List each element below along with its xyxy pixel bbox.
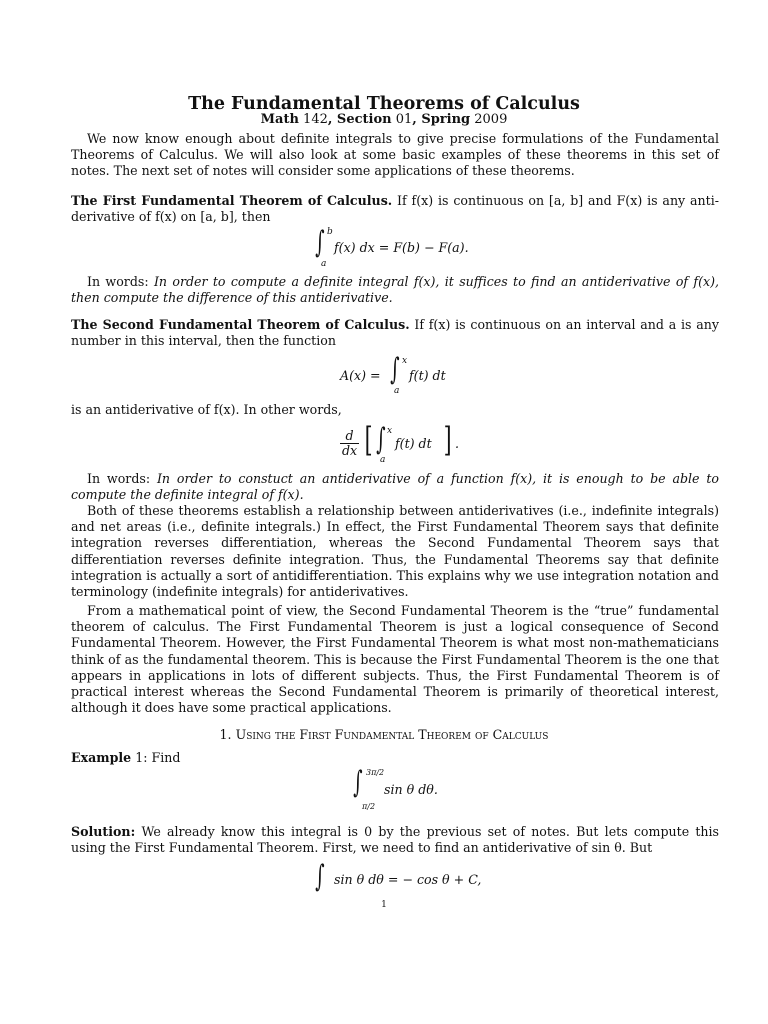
ftc2-eq2-period: .: [455, 436, 460, 451]
ftc2-heading: The Second Fundamental Theorem of Calculus.: [71, 317, 410, 332]
ftc2-eq1-integrand: f(t) dt: [409, 368, 446, 383]
page-subtitle: [0, 112, 768, 128]
ftc2-eq1-upper-limit: x: [402, 356, 408, 366]
ftc2-text: If f(x) is continuous on an interval and a is any number in this interval, then the function: [71, 317, 720, 349]
example-text: Find: [147, 750, 181, 765]
ftc2-equation-1: [340, 352, 490, 399]
subtitle-section-num: 01: [395, 112, 413, 127]
example-1: [71, 750, 719, 766]
ftc2-words: [71, 471, 719, 503]
section-title: Using the First Fundamental Theorem of Calculus: [235, 727, 549, 742]
subtitle-math-num: 142: [303, 112, 328, 127]
integral-sign: ∫: [376, 422, 386, 457]
integral-sign: ∫: [353, 765, 363, 800]
subtitle-math: Math: [260, 112, 299, 127]
ftc1-integrand: f(x) dx = F(b) − F(a).: [334, 240, 469, 255]
ftc2-equation-2: [340, 420, 480, 467]
solution-label: Solution:: [71, 824, 136, 839]
example-integrand: sin θ dθ.: [384, 782, 438, 797]
page-number: 1: [381, 900, 387, 910]
fraction-denominator: dx: [342, 443, 358, 458]
mathematical-view-paragraph: From a mathematical point of view, the Second Fundamental Theorem is the “true” fundamental theorem of calculus. The First Fundamental Theorem is just a logical consequence of Second Fundamental Theorem. However, the First Fundamental Theorem is what most non-mathematicians think of as the fundamental theorem. This is because the First Fundamental Theorem is the one that appears in applications in lots of different subjects. Thus, the First Fundamental Theorem is of practical interest whereas the Second Fundamental Theorem is primarily of theoretical interest, although it does have some practical applications.: [71, 603, 719, 716]
section-number: 1.: [219, 727, 232, 742]
ftc1-words-body: In order to compute a definite integral f(x), it suffices to find an antiderivative of f(x), then compute the difference of this antiderivative.: [71, 274, 719, 306]
both-theorems-paragraph: Both of these theorems establish a relationship between antiderivatives (i.e., indefinite integrals) and net areas (i.e., definite integrals.) In effect, the First Fundamental Theorem says that definite integration reverses differentiation, whereas the Second Fundamental Theorem says that differentiation reverses definite integration. Thus, the Fundamental Theorems say that definite integration is actually a sort of antidifferentiation. This explains why we use integration notation and terminology (indefinite integrals) for antiderivatives.: [71, 503, 719, 600]
subtitle-term: , Spring: [412, 112, 471, 127]
page-title: The Fundamental Theorems of Calculus: [188, 94, 580, 114]
ftc2-paragraph: [71, 317, 719, 349]
ftc2-eq2-integrand: f(t) dt: [395, 436, 432, 451]
ftc2-eq1-left: A(x) =: [340, 368, 381, 383]
example-label: Example: [71, 750, 132, 765]
left-bracket: [: [364, 420, 373, 460]
fraction-numerator: d: [340, 429, 359, 444]
ftc1-words: [71, 274, 719, 306]
ftc1-paragraph: [71, 193, 719, 225]
solution-paragraph: [71, 824, 719, 856]
ftc1-equation: [312, 225, 492, 272]
subtitle-year: 2009: [474, 112, 508, 127]
intro-paragraph: We now know enough about definite integrals to give precise formulations of the Fundamental Theorems of Calculus. We will also look at some basic examples of these theorems in this set of notes. The next set of notes will consider some applications of these theorems.: [71, 131, 719, 179]
ftc1-lower-limit: a: [321, 259, 327, 269]
integral-sign: ∫: [315, 859, 325, 894]
ftc2-eq1-lower-limit: a: [394, 386, 400, 396]
ftc2-eq2-lower-limit: a: [380, 455, 386, 465]
ftc1-upper-limit: b: [327, 227, 333, 237]
example-lower-limit: π/2: [362, 802, 376, 811]
solution-text: We already know this integral is 0 by the previous set of notes. But lets compute this using the First Fundamental Theorem. First, we need to find an antiderivative of sin θ. But: [71, 824, 719, 856]
section-heading: [0, 727, 768, 743]
integral-sign: ∫: [390, 352, 400, 387]
ftc2-words-body: In order to constuct an antiderivative of a function f(x), it is enough to be able to compute the definite integral of f(x).: [71, 471, 719, 503]
subtitle-section: , Section: [327, 112, 392, 127]
ftc1-text: If f(x) is continuous on [a, b] and F(x) is any anti-derivative of f(x) on [a, b], then: [71, 193, 719, 225]
example-upper-limit: 3π/2: [366, 768, 385, 777]
ftc2-text-b: is an antiderivative of f(x). In other words,: [71, 402, 342, 417]
ftc1-words-lead: In words:: [87, 274, 154, 289]
derivative-fraction: [340, 429, 359, 458]
integral-sign: ∫: [315, 225, 325, 260]
ftc2-eq2-upper-limit: x: [387, 426, 393, 436]
ftc1-heading: The First Fundamental Theorem of Calculus.: [71, 193, 393, 208]
ftc2-words-lead: In words:: [87, 471, 157, 486]
solution-equation: [312, 859, 482, 894]
example-number: 1:: [135, 750, 148, 765]
right-bracket: ]: [443, 420, 452, 460]
solution-integrand: sin θ dθ = − cos θ + C,: [334, 872, 482, 887]
example-1-equation: [350, 765, 460, 812]
